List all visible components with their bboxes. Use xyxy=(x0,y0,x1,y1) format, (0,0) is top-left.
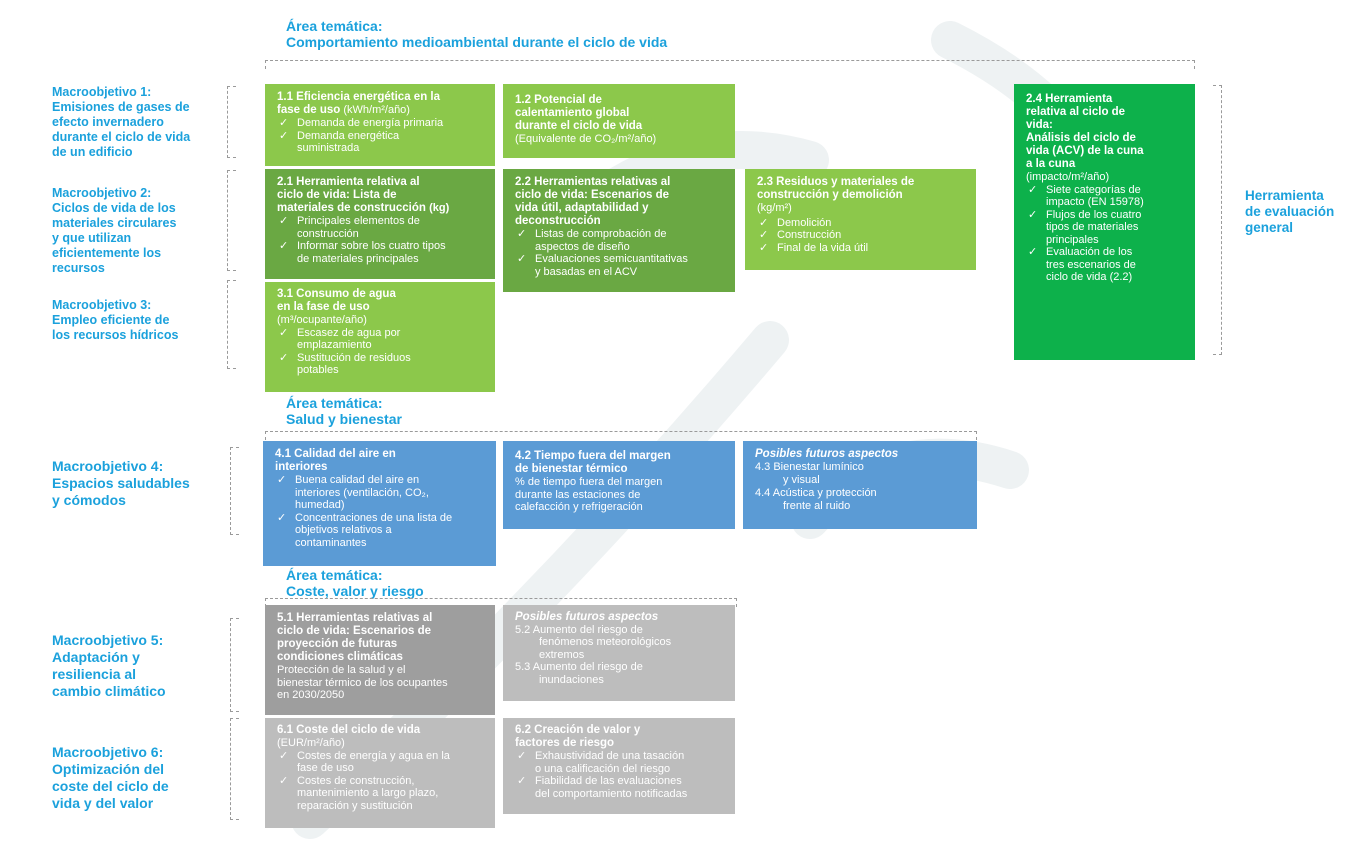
macroobjective-4: Macroobjetivo 4: Espacios saludables y cómodos xyxy=(52,458,190,508)
area-bracket-2 xyxy=(265,431,977,440)
list-item: ✓ Flujos de los cuatro tipos de materiales principales xyxy=(1028,208,1142,246)
indicator-checklist xyxy=(275,474,488,549)
indicator-title: 6.1 Coste del ciclo de vida xyxy=(277,724,421,736)
list-item: ✓ Costes de construcción, mantenimiento a largo plazo, reparación y sustitución xyxy=(279,774,439,812)
tool-bracket xyxy=(1213,85,1222,355)
list-item: ✓ Siete categorías de impacto (EN 15978) xyxy=(1028,183,1144,208)
list-item: ✓ Demanda de energía primaria xyxy=(279,117,444,129)
indicator-6-2-box xyxy=(503,718,735,814)
list-item: ✓ Construcción xyxy=(759,229,842,241)
macro-bracket-6 xyxy=(230,718,239,820)
macro-bracket-5 xyxy=(230,618,239,712)
future-aspects-heading: Posibles futuros aspectos xyxy=(515,611,659,623)
check-icon: ✓ xyxy=(279,129,289,142)
indicator-title: 4.1 Calidad del aire en interiores xyxy=(275,448,396,473)
indicator-5-1-box xyxy=(265,605,495,715)
list-item: ✓ Concentraciones de una lista de objetivos relativos a contaminantes xyxy=(277,511,453,549)
indicator-title: 5.1 Herramientas relativas al ciclo de vida: Escenarios de proyección de futuras condiciones climáticas xyxy=(277,612,433,663)
future-aspects-5-box xyxy=(503,605,735,701)
list-item: ✓ Costes de energía y agua en la fase de uso xyxy=(279,749,450,774)
indicator-1-1-box: 1.1 Eficiencia energética en la fase de uso (kWh/m²/año) ✓ Demanda de energía primaria ✓ Demanda energética suministrada xyxy=(265,84,495,166)
area-name: Coste, valor y riesgo xyxy=(286,583,424,599)
indicator-description: % de tiempo fuera del margen durante las estaciones de calefacción y refrigeración xyxy=(515,476,663,513)
list-item: ✓ Informar sobre los cuatro tipos de materiales principales xyxy=(279,240,446,265)
indicator-title: 2.1 Herramienta relativa al ciclo de vida: Lista de materiales de construcción (kg) xyxy=(277,176,450,214)
indicator-checklist xyxy=(277,215,487,265)
indicator-title: 2.4 Herramienta relativa al ciclo de vida: Análisis del ciclo de vida (ACV) de la cuna a la cuna xyxy=(1026,93,1144,170)
indicator-unit: (Equivalente de CO₂/m²/año) xyxy=(515,133,657,145)
indicator-checklist xyxy=(515,750,727,800)
list-item: ✓ Principales elementos de construcción xyxy=(279,215,420,240)
indicator-6-1-box xyxy=(265,718,495,828)
list-item: 4.3 Bienestar lumínico y visual xyxy=(755,460,864,486)
check-icon: ✓ xyxy=(1028,183,1038,196)
indicator-checklist xyxy=(757,217,968,255)
indicator-1-2-box xyxy=(503,84,735,158)
list-item: ✓ Exhaustividad de una tasación o una calificación del riesgo xyxy=(517,750,685,775)
check-icon: ✓ xyxy=(277,474,287,486)
list-item: ✓ Fiabilidad de las evaluaciones del comportamiento notificadas xyxy=(517,775,688,800)
indicator-title: 2.3 Residuos y materiales de construcción y demolición xyxy=(757,176,915,201)
indicator-title: 1.2 Potencial de calentamiento global durante el ciclo de vida xyxy=(515,94,643,132)
macroobjective-1: Macroobjetivo 1: Emisiones de gases de efecto invernadero durante el ciclo de vida de un edificio xyxy=(52,85,191,159)
check-icon: ✓ xyxy=(277,511,287,524)
macro-bracket-4 xyxy=(230,447,239,535)
indicator-unit: (EUR/m²/año) xyxy=(277,737,345,749)
macro-bracket-3 xyxy=(227,280,236,369)
check-icon: ✓ xyxy=(1028,208,1038,221)
list-item: ✓ Escasez de agua por emplazamiento xyxy=(279,326,401,351)
list-item: ✓ Demolición xyxy=(759,216,832,229)
area-label: Área temática: xyxy=(286,395,383,411)
future-aspects-heading: Posibles futuros aspectos xyxy=(755,448,899,460)
list-item: 5.2 Aumento del riesgo de fenómenos meteorológicos extremos xyxy=(515,623,672,661)
indicator-title: 3.1 Consumo de agua en la fase de uso xyxy=(277,288,396,313)
indicator-checklist xyxy=(277,327,487,377)
indicator-checklist xyxy=(277,750,487,813)
indicator-2-2-box xyxy=(503,169,735,292)
indicator-checklist xyxy=(1026,184,1187,284)
indicator-unit: (m³/ocupante/año) xyxy=(277,314,367,326)
check-icon: ✓ xyxy=(759,216,769,229)
indicator-3-1-box xyxy=(265,282,495,392)
macro-bracket-1 xyxy=(227,86,236,158)
list-item: ✓ Evaluaciones semicuantitativas y basadas en el ACV xyxy=(517,253,688,278)
check-icon: ✓ xyxy=(279,326,289,339)
check-icon: ✓ xyxy=(279,351,289,364)
indicator-unit: (impacto/m²/año) xyxy=(1026,171,1110,183)
check-icon: ✓ xyxy=(279,215,289,227)
macroobjective-3: Macroobjetivo 3: Empleo eficiente de los recursos hídricos xyxy=(52,298,179,342)
check-icon: ✓ xyxy=(517,228,527,240)
future-aspects-4-box xyxy=(743,441,977,529)
area-name: Salud y bienestar xyxy=(286,411,402,427)
check-icon: ✓ xyxy=(279,240,289,252)
macroobjective-5: Macroobjetivo 5: Adaptación y resiliencia al cambio climático xyxy=(52,632,166,699)
check-icon: ✓ xyxy=(517,775,527,787)
indicator-title: 2.2 Herramientas relativas al ciclo de vida: Escenarios de vida útil, adaptabilidad y deconstrucción xyxy=(515,176,671,227)
indicator-2-3-box xyxy=(745,169,976,270)
indicator-2-4-box xyxy=(1014,84,1195,360)
area-name: Comportamiento medioambiental durante el ciclo de vida xyxy=(286,34,668,50)
area-title-1 xyxy=(286,18,667,50)
check-icon: ✓ xyxy=(279,117,289,129)
indicator-4-2-box xyxy=(503,441,735,529)
indicator-checklist xyxy=(515,228,727,278)
list-item: ✓ Evaluación de los tres escenarios de ciclo de vida (2.2) xyxy=(1028,246,1136,283)
general-assessment-tool-label: Herramienta de evaluación general xyxy=(1245,188,1335,235)
list-item: ✓ Demanda energética suministrada xyxy=(279,129,400,154)
macro-bracket-2 xyxy=(227,170,236,271)
macroobjective-6: Macroobjetivo 6: Optimización del coste del ciclo de vida y del valor xyxy=(52,744,169,811)
check-icon: ✓ xyxy=(759,241,769,254)
check-icon: ✓ xyxy=(517,750,527,762)
indicator-title: 1.1 Eficiencia energética en la xyxy=(277,91,440,103)
indicator-checklist xyxy=(277,117,487,155)
check-icon: ✓ xyxy=(517,253,527,265)
area-bracket-1 xyxy=(265,60,1195,69)
list-item: ✓ Sustitución de residuos potables xyxy=(279,351,411,376)
indicator-description: Protección de la salud y el bienestar térmico de los ocupantes en 2030/2050 xyxy=(277,664,448,701)
area-title-2 xyxy=(286,395,402,427)
list-item: 4.4 Acústica y protección frente al ruido xyxy=(755,486,877,512)
indicator-title: 4.2 Tiempo fuera del margen de bienestar térmico xyxy=(515,450,671,475)
list-item: ✓ Buena calidad del aire en interiores (ventilación, CO₂, humedad) xyxy=(277,474,429,511)
check-icon: ✓ xyxy=(279,749,289,762)
list-item: ✓ Final de la vida útil xyxy=(759,241,869,254)
check-icon: ✓ xyxy=(279,774,289,787)
indicator-4-1-box xyxy=(263,441,496,566)
indicator-unit: (kg/m²) xyxy=(757,202,792,214)
check-icon: ✓ xyxy=(759,229,769,241)
check-icon: ✓ xyxy=(1028,246,1038,258)
area-title-3 xyxy=(286,567,424,599)
indicator-2-1-box xyxy=(265,169,495,279)
area-label: Área temática: xyxy=(286,567,383,583)
list-item: ✓ Listas de comprobación de aspectos de diseño xyxy=(517,228,667,253)
macroobjective-2: Macroobjetivo 2: Ciclos de vida de los materiales circulares y que utilizan eficientemente los recursos xyxy=(52,186,177,275)
indicator-title: 6.2 Creación de valor y factores de riesgo xyxy=(515,724,641,749)
list-item: 5.3 Aumento del riesgo de inundaciones xyxy=(515,661,643,686)
area-label: Área temática: xyxy=(286,18,383,34)
